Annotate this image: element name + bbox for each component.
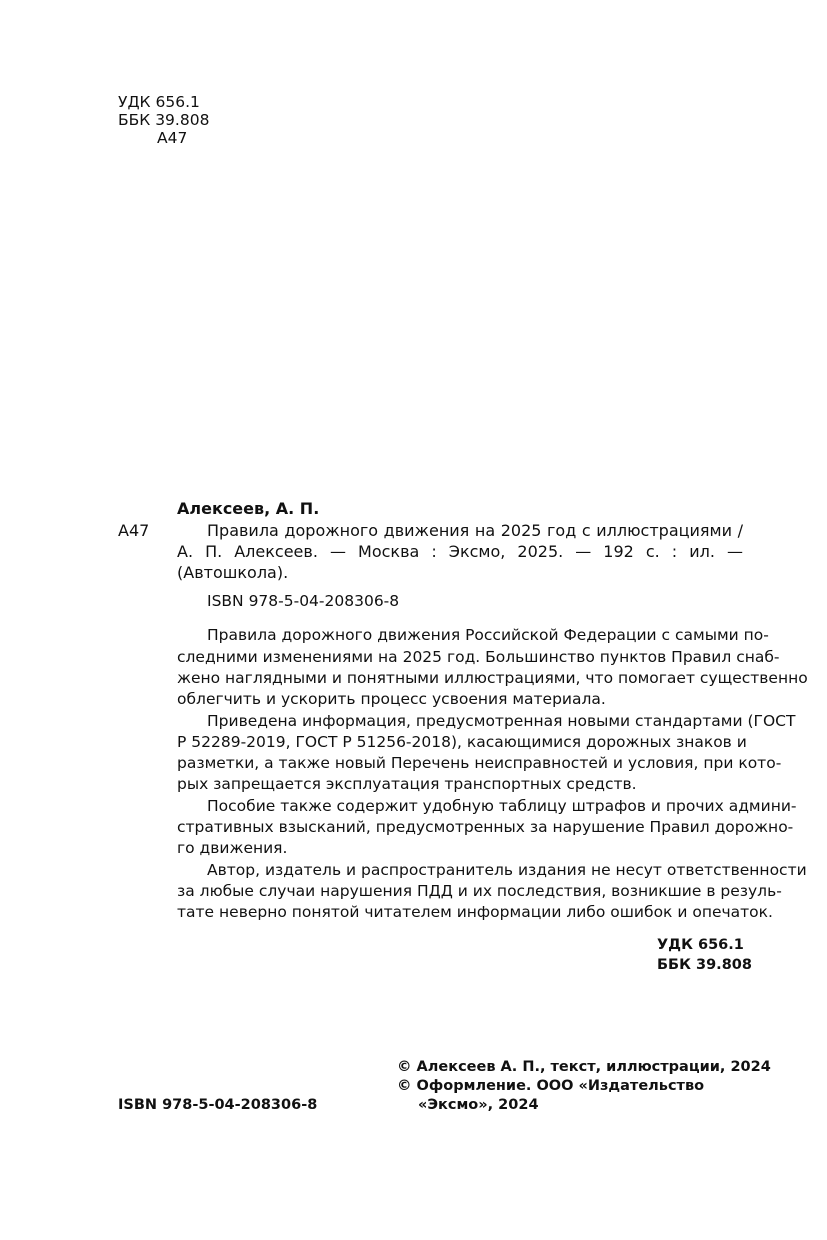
copyright-line-3: «Эксмо», 2024 bbox=[418, 1097, 539, 1113]
title-line-1: Правила дорожного движения на 2025 год с иллюстрациями / bbox=[207, 521, 743, 540]
bbk-code-top: ББК 39.808 bbox=[118, 111, 210, 129]
copyright-line-1: © Алексеев А. П., текст, иллюстрации, 2024 bbox=[397, 1059, 771, 1075]
annotation-line: Пособие также содержит удобную таблицу штрафов и прочих админи- bbox=[207, 797, 797, 815]
annotation-line: стративных взысканий, предусмотренных за нарушение Правил дорожно- bbox=[177, 818, 794, 836]
bbk-code-bottom: ББК 39.808 bbox=[657, 957, 752, 973]
annotation-line: рых запрещается эксплуатация транспортных средств. bbox=[177, 775, 637, 793]
annotation-line: жено наглядными и понятными иллюстрациями, что помогает существенно bbox=[177, 669, 808, 687]
annotation-line: Правила дорожного движения Российской Федерации с самыми по- bbox=[207, 626, 769, 644]
annotation-line: следними изменениями на 2025 год. Большинство пунктов Правил снаб- bbox=[177, 648, 780, 666]
annotation-line: разметки, а также новый Перечень неисправностей и условия, при кото- bbox=[177, 754, 782, 772]
title-line-2: А. П. Алексеев. — Москва : Эксмо, 2025. — 192 с. : ил. — bbox=[177, 542, 743, 561]
annotation-line: облегчить и ускорить процесс усвоения материала. bbox=[177, 690, 606, 708]
annotation-line: го движения. bbox=[177, 839, 288, 857]
copyright-line-2: © Оформление. ООО «Издательство bbox=[397, 1078, 705, 1094]
annotation-line: тате неверно понятой читателем информации либо ошибок и опечаток. bbox=[177, 903, 773, 921]
isbn-record: ISBN 978-5-04-208306-8 bbox=[207, 592, 400, 610]
annotation-line: Автор, издатель и распространитель издания не несут ответственности bbox=[207, 861, 807, 879]
author-heading: Алексеев, А. П. bbox=[177, 499, 320, 518]
isbn-bottom: ISBN 978-5-04-208306-8 bbox=[118, 1097, 318, 1113]
annotation-line: за любые случаи нарушения ПДД и их последствия, возникшие в резуль- bbox=[177, 882, 782, 900]
annotation-line: Р 52289-2019, ГОСТ Р 51256-2018), касающимися дорожных знаков и bbox=[177, 733, 747, 751]
author-mark: А47 bbox=[118, 521, 150, 540]
udk-code-top: УДК 656.1 bbox=[118, 93, 200, 111]
title-line-3: (Автошкола). bbox=[177, 563, 289, 582]
udk-code-bottom: УДК 656.1 bbox=[657, 937, 744, 953]
author-mark-top: А47 bbox=[157, 129, 188, 147]
annotation-line: Приведена информация, предусмотренная новыми стандартами (ГОСТ bbox=[207, 712, 796, 730]
